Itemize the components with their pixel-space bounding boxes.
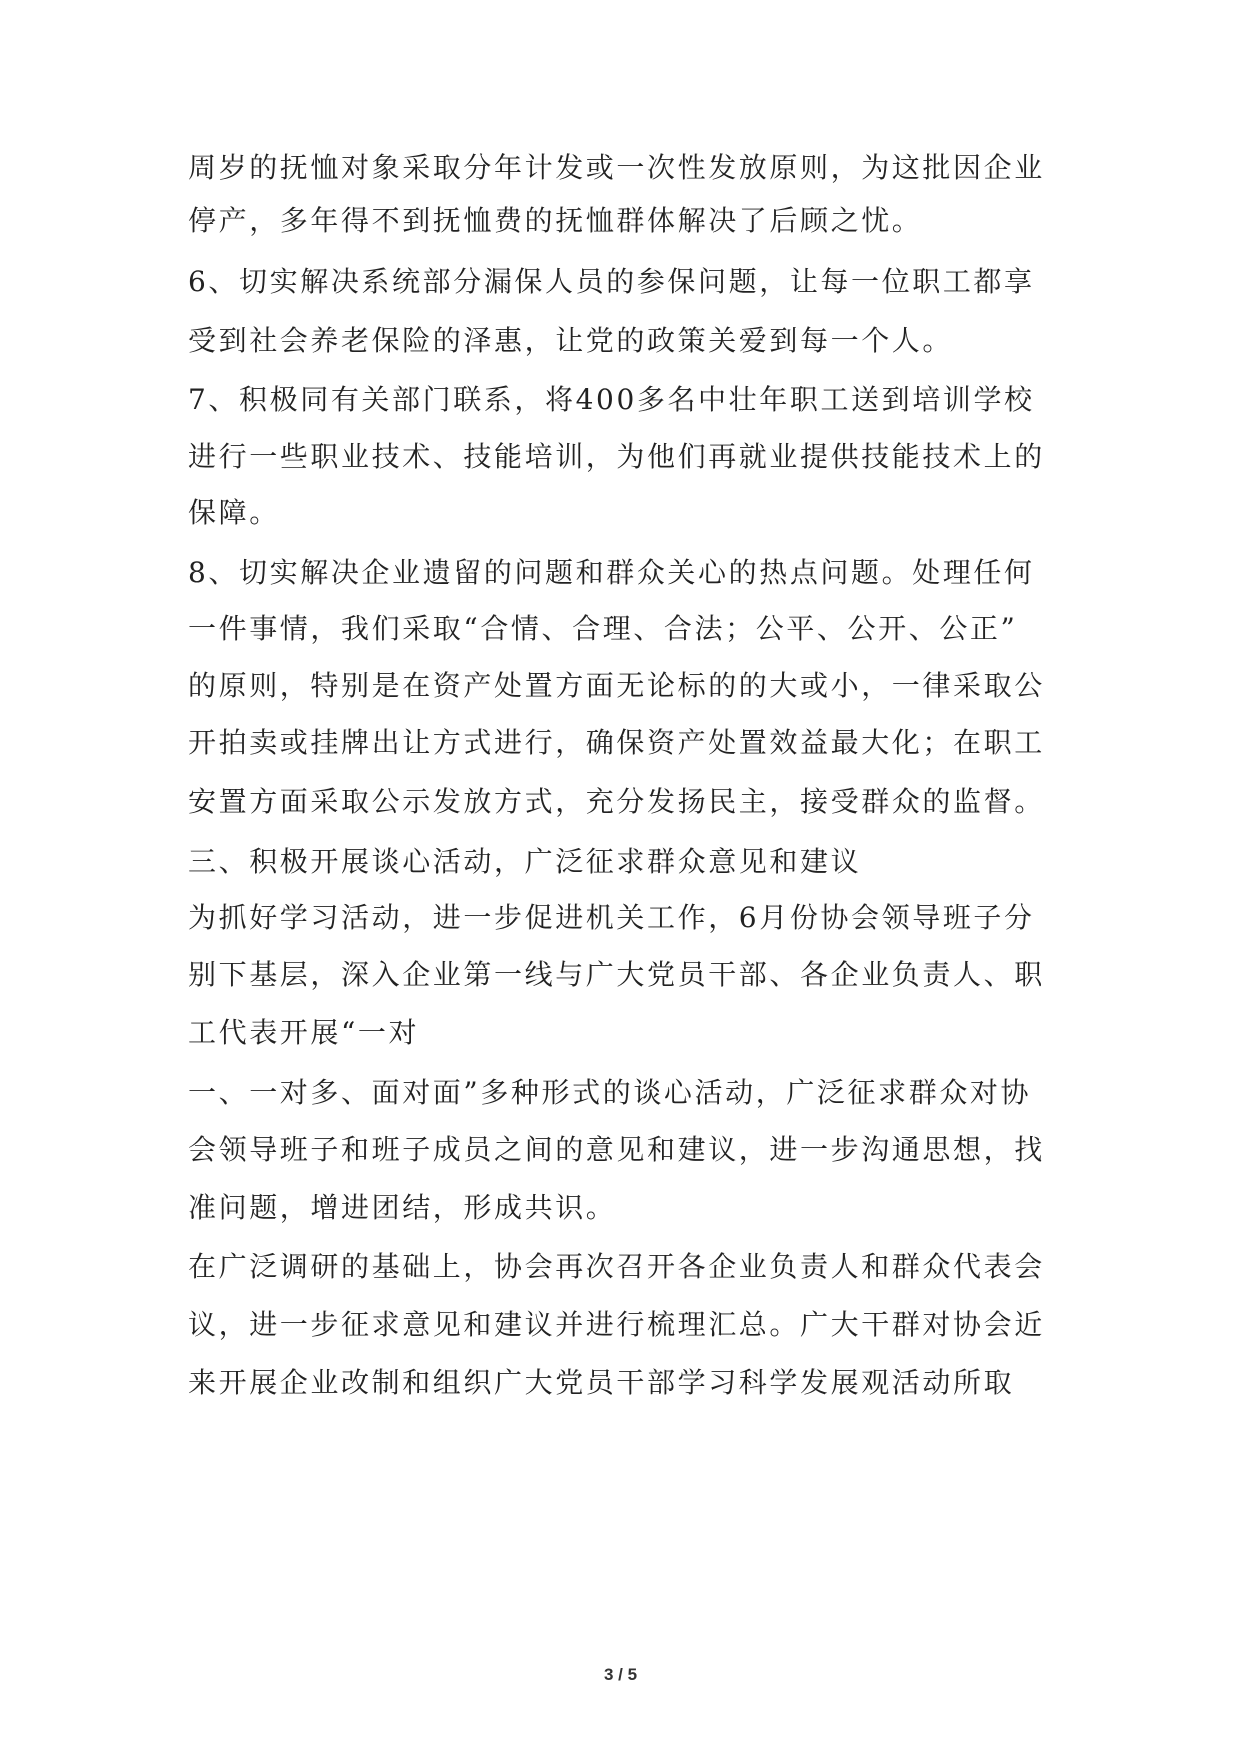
body-line: 6、切实解决系统部分漏保人员的参保问题，让每一位职工都享: [188, 265, 1035, 298]
body-line: 开拍卖或挂牌出让方式进行，确保资产处置效益最大化；在职工: [188, 726, 1045, 759]
body-line: 一件事情，我们采取“合情、合理、合法；公平、公开、公正”: [188, 612, 1018, 645]
body-line: 的原则，特别是在资产处置方面无论标的的大或小，一律采取公: [188, 669, 1045, 702]
body-line: 停产，多年得不到抚恤费的抚恤群体解决了后顾之忧。: [188, 204, 923, 237]
body-line: 议，进一步征求意见和建议并进行梳理汇总。广大干群对协会近: [188, 1308, 1045, 1341]
body-line: 在广泛调研的基础上，协会再次召开各企业负责人和群众代表会: [188, 1250, 1045, 1283]
body-line: 会领导班子和班子成员之间的意见和建议，进一步沟通思想，找: [188, 1133, 1045, 1166]
body-line: 受到社会养老保险的泽惠，让党的政策关爱到每一个人。: [188, 324, 954, 357]
body-line: 别下基层，深入企业第一线与广大党员干部、各企业负责人、职: [188, 958, 1045, 991]
body-line: 工代表开展“一对: [188, 1016, 420, 1049]
page-number: 3 / 5: [603, 1665, 638, 1684]
body-line: 周岁的抚恤对象采取分年计发或一次性发放原则，为这批因企业: [188, 151, 1045, 184]
body-line: 一、一对多、面对面”多种形式的谈心活动，广泛征求群众对协: [188, 1076, 1032, 1109]
body-line: 准问题，增进团结，形成共识。: [188, 1191, 617, 1224]
section-heading: 三、积极开展谈心活动，广泛征求群众意见和建议: [188, 845, 862, 878]
body-line: 8、切实解决企业遗留的问题和群众关心的热点问题。处理任何: [188, 556, 1035, 589]
body-line: 7、积极同有关部门联系，将400多名中壮年职工送到培训学校: [188, 383, 1035, 416]
body-line: 为抓好学习活动，进一步促进机关工作，6月份协会领导班子分: [188, 901, 1035, 934]
body-line: 安置方面采取公示发放方式，充分发扬民主，接受群众的监督。: [188, 785, 1045, 818]
body-line: 来开展企业改制和组织广大党员干部学习科学发展观活动所取: [188, 1366, 1015, 1399]
body-line: 保障。: [188, 496, 280, 529]
body-line: 进行一些职业技术、技能培训，为他们再就业提供技能技术上的: [188, 440, 1045, 473]
